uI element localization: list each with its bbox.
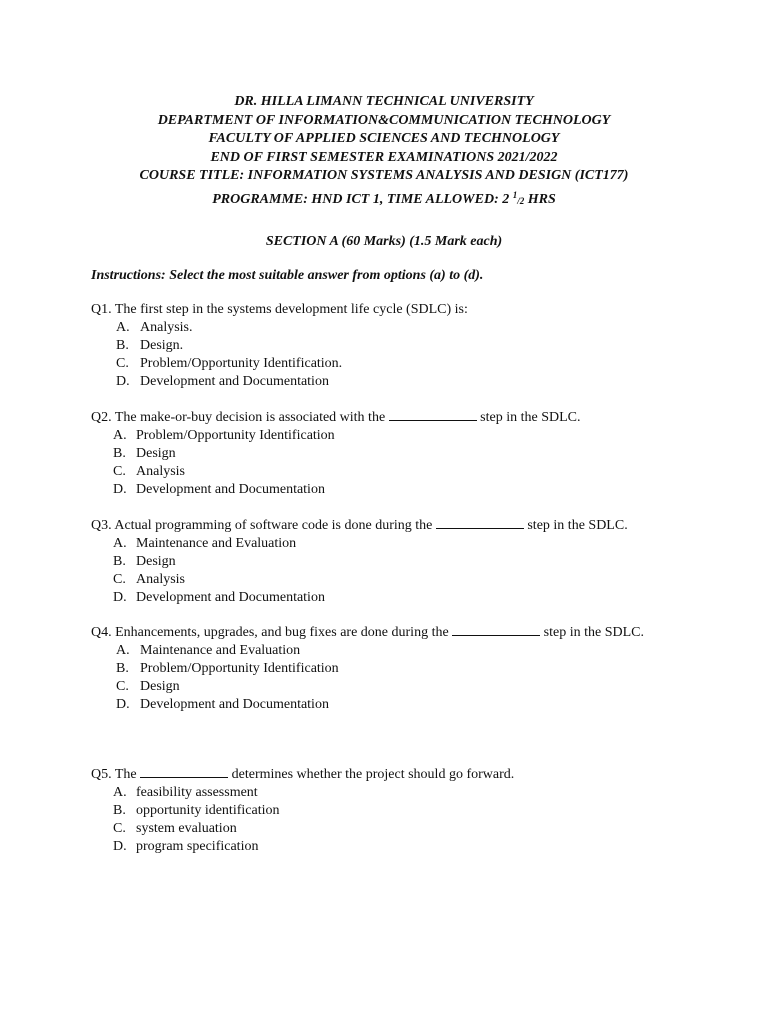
programme-text: PROGRAMME: HND ICT 1, TIME ALLOWED: 2 [212,191,510,207]
answer-blank [389,408,477,421]
option-a[interactable] [91,319,681,337]
option-text: opportunity identification [136,803,280,818]
question-text-end: determines whether the project should go forward. [228,767,515,782]
option-d[interactable] [91,589,681,607]
option-d[interactable] [91,838,681,856]
option-letter: B. [116,338,129,353]
option-d[interactable] [91,696,651,714]
option-text: Analysis [136,464,185,479]
option-text: Development and Documentation [136,482,325,497]
option-text: Design [136,446,176,461]
question-text-end: step in the SDLC. [540,625,645,640]
option-d[interactable] [91,481,681,499]
question-stem [91,623,651,642]
programme-line [0,186,768,211]
option-text: Design [140,679,180,694]
question-stem [91,301,681,319]
course-title: COURSE TITLE: INFORMATION SYSTEMS ANALYSIS AND DESIGN (ICT177) [139,168,629,184]
question-stem [91,408,681,427]
option-letter: D. [116,697,130,712]
option-a[interactable] [91,535,681,553]
option-letter: D. [113,839,127,854]
question-text: Q3. Actual programming of software code is done during the [91,518,436,533]
option-letter: C. [113,821,126,836]
university-name: DR. HILLA LIMANN TECHNICAL UNIVERSITY [234,94,534,109]
option-b[interactable] [91,802,681,820]
option-c[interactable] [91,355,681,373]
question-2 [91,408,681,499]
option-text: Problem/Opportunity Identification [140,661,339,676]
department-name: DEPARTMENT OF INFORMATION&COMMUNICATION TECHNOLOGY [157,112,611,128]
option-text: Maintenance and Evaluation [136,536,297,551]
option-letter: A. [113,428,127,443]
answer-blank [140,765,228,778]
instructions: Instructions: Select the most suitable answer from options (a) to (d). [91,268,484,283]
option-text: program specification [136,839,259,854]
option-text: Problem/Opportunity Identification [136,428,335,443]
faculty-name: FACULTY OF APPLIED SCIENCES AND TECHNOLOGY [208,131,560,147]
answer-blank [436,516,524,529]
question-text: Q5. The [91,767,141,782]
option-letter: A. [113,785,127,800]
time-fraction-numerator: 1 [512,189,518,200]
option-a[interactable] [91,784,681,802]
option-c[interactable] [91,463,681,481]
option-text: feasibility assessment [136,785,258,800]
question-3 [91,516,681,607]
question-1 [91,301,681,391]
option-letter: A. [113,536,127,551]
exam-header [0,93,768,211]
option-letter: D. [113,590,127,605]
option-c[interactable] [91,678,651,696]
option-letter: A. [116,320,130,335]
option-text: Development and Documentation [140,697,329,712]
option-text: Development and Documentation [136,590,325,605]
option-text: Analysis [136,572,185,587]
question-text-end: step in the SDLC. [476,410,581,425]
option-letter: D. [113,482,127,497]
option-c[interactable] [91,571,681,589]
option-c[interactable] [91,820,681,838]
option-b[interactable] [91,445,681,463]
answer-blank [452,623,540,636]
option-d[interactable] [91,373,681,391]
option-text: Development and Documentation [140,374,329,389]
question-stem [91,516,681,535]
option-letter: A. [116,643,130,658]
option-letter: C. [113,572,126,587]
option-text: Analysis. [140,320,193,335]
question-text-end: step in the SDLC. [523,518,628,533]
question-stem [91,765,681,784]
option-letter: C. [116,356,129,371]
question-text: Q2. The make-or-buy decision is associated with the [91,410,389,425]
option-letter: C. [113,464,126,479]
question-4 [91,623,651,714]
option-b[interactable] [91,553,681,571]
option-letter: B. [113,446,126,461]
exam-title: END OF FIRST SEMESTER EXAMINATIONS 2021/2022 [210,149,558,165]
time-fraction-denominator: /2 [517,195,525,206]
option-b[interactable] [91,660,651,678]
question-5 [91,765,681,856]
time-unit: HRS [524,191,556,207]
option-text: Problem/Opportunity Identification. [140,356,343,371]
question-text: Q1. The first step in the systems development life cycle (SDLC) is: [91,302,468,317]
option-text: Design [136,554,176,569]
option-letter: D. [116,374,130,389]
option-b[interactable] [91,337,681,355]
option-a[interactable] [91,642,651,660]
option-a[interactable] [91,427,681,445]
option-letter: B. [116,661,129,676]
option-letter: C. [116,679,129,694]
option-text: Design. [140,338,184,353]
option-letter: B. [113,803,126,818]
option-letter: B. [113,554,126,569]
question-text: Q4. Enhancements, upgrades, and bug fixes are done during the [91,625,453,640]
option-text: Maintenance and Evaluation [140,643,301,658]
option-text: system evaluation [136,821,237,836]
section-title: SECTION A (60 Marks) (1.5 Mark each) [265,234,503,249]
